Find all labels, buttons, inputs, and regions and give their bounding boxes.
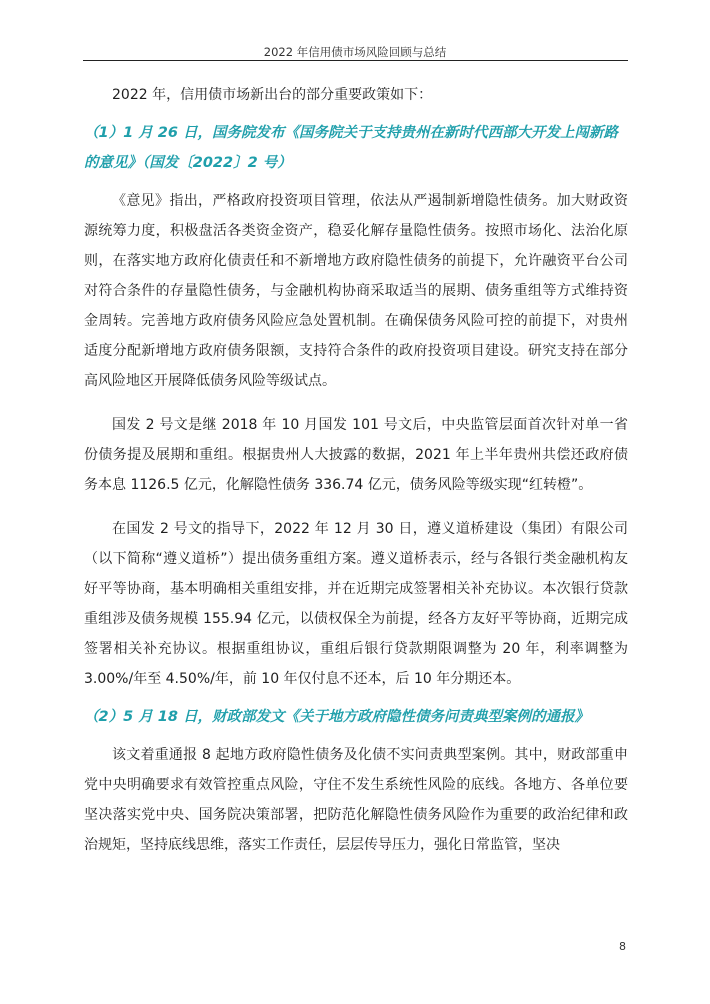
intro-paragraph: 2022 年，信用债市场新出台的部分重要政策如下：: [112, 87, 433, 103]
section-2-paragraph-1: 该文着重通报 8 起地方政府隐性债务及化债不实问责典型案例。其中，财政部重申党中央明确要求有效管控重点风险，守住不发生系统性风险的底线。各地方、各单位要坚决落实党中央、国务院决策部署，把防范化解隐性债务风险作为重要的政治纪律和政治规矩，坚持底线思维，落实工作责任，层层传导压力，强化日常监管，坚决: [84, 747, 628, 853]
section-2-heading: （2）5 月 18 日，财政部发文《关于地方政府隐性债务问责典型案例的通报》: [84, 709, 589, 725]
section-1-paragraph-1: 《意见》指出，严格政府投资项目管理，依法从严遏制新增隐性债务。加大财政资源统筹力度，积极盘活各类资金资产，稳妥化解存量隐性债务。按照市场化、法治化原则，在落实地方政府化债责任和不新增地方政府隐性债务的前提下，允许融资平台公司对符合条件的存量隐性债务，与金融机构协商采取适当的展期、债务重组等方式维持资金周转。完善地方政府债务风险应急处置机制。在确保债务风险可控的前提下，对贵州适度分配新增地方政府债务限额，支持符合条件的政府投资项目建设。研究支持在部分高风险地区开展降低债务风险等级试点。: [84, 193, 628, 389]
section-1-paragraph-3: 在国发 2 号文的指导下，2022 年 12 月 30 日，遵义道桥建设（集团）有限公司（以下简称“遵义道桥”）提出债务重组方案。遵义道桥表示，经与各银行类金融机构友好平等协商，基本明确相关重组安排，并在近期完成签署相关补充协议。本次银行贷款重组涉及债务规模 155.94 亿元，以债权保全为前提，经各方友好平等协商，近期完成签署相关补充协议。根据重组协议，重组后银行贷款期限调整为 20 年，利率调整为 3.00%/年至 4.50%/年，前 10 年仅付息不还本，后 10 年分期还本。: [84, 521, 628, 687]
header-divider: [83, 60, 628, 61]
section-1-paragraph-2: 国发 2 号文是继 2018 年 10 月国发 101 号文后，中央监管层面首次针对单一省份债务提及展期和重组。根据贵州人大披露的数据，2021 年上半年贵州共偿还政府债务本息 1126.5 亿元，化解隐性债务 336.74 亿元，债务风险等级实现“红转橙”。: [84, 417, 628, 493]
page-number: 8: [619, 940, 626, 953]
document-body: [84, 80, 628, 860]
section-1-heading: （1）1 月 26 日，国务院发布《国务院关于支持贵州在新时代西部大开发上闯新路的意见》（国发〔2022〕2 号）: [84, 125, 618, 171]
page-header-title: 2022 年信用债市场风险回顾与总结: [263, 45, 447, 59]
